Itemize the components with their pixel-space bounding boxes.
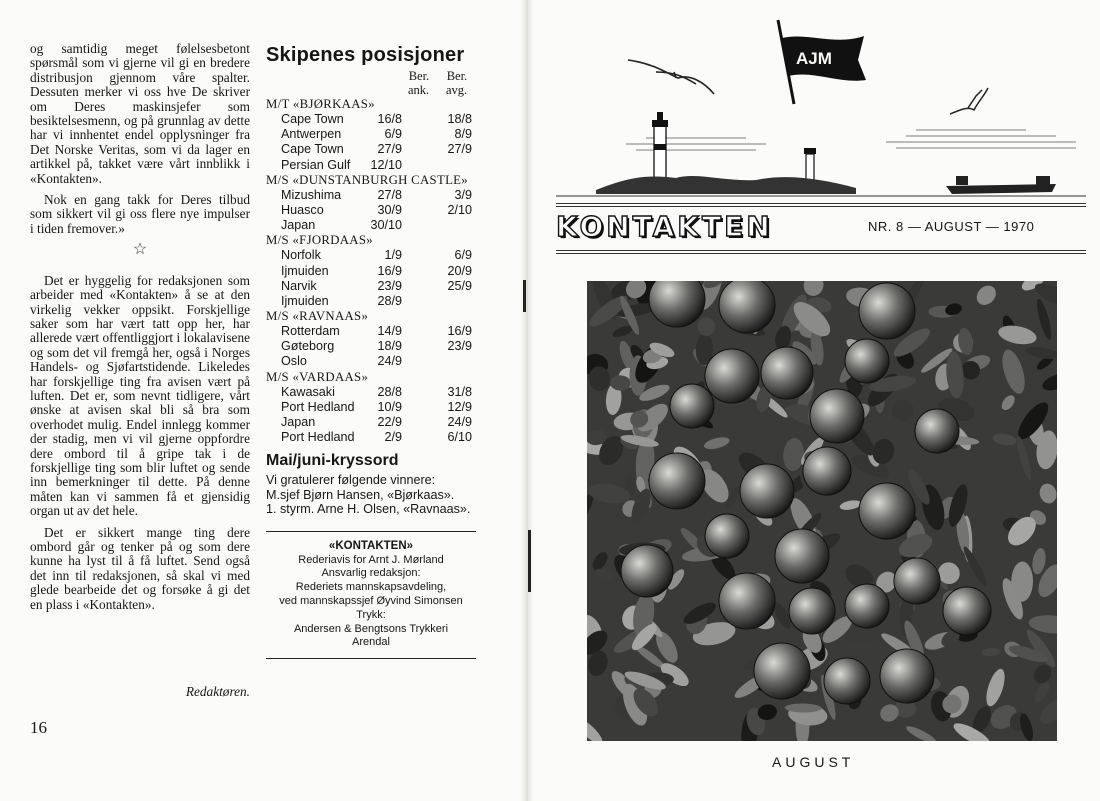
port-row: [266, 385, 476, 400]
arrival-date: 10/9: [377, 399, 402, 414]
port-row: [266, 203, 476, 218]
port-name: Japan: [281, 415, 316, 429]
departure-date: 18/8: [447, 112, 472, 126]
port-row: [266, 324, 476, 339]
port-row: [266, 188, 476, 203]
photo-apple: [859, 483, 915, 539]
photo-apple: [894, 558, 940, 604]
port-name: Port Hedland: [281, 430, 355, 445]
photo-apple: [943, 587, 991, 635]
arrival-date: 30/9: [377, 202, 402, 217]
arrival-date: 16/9: [377, 263, 402, 278]
masthead-line: Trykk:: [356, 608, 386, 621]
port-row: [266, 339, 476, 354]
port-row: [266, 127, 476, 142]
sky-hatching: [626, 130, 1076, 150]
port-name: Antwerpen: [281, 127, 342, 142]
arrival-date: 14/9: [377, 324, 402, 339]
lighthouse-icon: [652, 112, 668, 178]
departure-date: 6/10: [447, 430, 472, 445]
departure-date: 2/10: [447, 202, 472, 217]
photo-caption: AUGUST: [772, 754, 855, 770]
column-header-arrival: Ber. ank.: [408, 69, 430, 97]
photo-apple: [775, 529, 829, 583]
crossword-line: Vi gratulerer følgende vinnere:: [266, 473, 436, 488]
editorial-column: [30, 42, 250, 619]
arrival-date: 1/9: [384, 248, 402, 263]
port-name: Huasco: [281, 202, 324, 217]
arrival-date: 12/10: [370, 157, 402, 172]
island-shape: [596, 176, 856, 194]
photo-apple: [705, 514, 749, 558]
apple-tree-photo: [587, 281, 1057, 741]
page-number: 16: [30, 718, 47, 737]
title-rule-bottom: [556, 253, 1086, 254]
arrival-date: 2/9: [384, 430, 402, 445]
photo-apple: [719, 573, 775, 629]
departure-date: 8/9: [454, 127, 472, 142]
title-rule-bottom: [556, 250, 1086, 251]
ship-name: M/S «DUNSTANBURGH CASTLE»: [266, 172, 469, 187]
masthead-line: Arendal: [352, 636, 390, 649]
photo-apple: [705, 349, 759, 403]
port-row: [266, 400, 476, 415]
flag-icon: [778, 20, 866, 104]
arrival-date: 27/9: [377, 142, 402, 157]
port-row: [266, 112, 476, 127]
photo-apple: [789, 588, 835, 634]
port-name: Oslo: [281, 354, 307, 369]
arrival-date: 16/8: [377, 112, 402, 126]
ship-positions-title: Skipenes posisjoner: [266, 44, 465, 66]
issue-info: NR. 8 — AUGUST — 1970: [868, 219, 1035, 234]
port-name: Port Hedland: [281, 399, 355, 414]
photo-apple: [649, 453, 705, 509]
departure-date: 31/8: [447, 384, 472, 399]
masthead-line: Ansvarlig redaksjon:: [321, 567, 421, 580]
ship-icon: [946, 176, 1056, 194]
masthead-rule-top: [266, 531, 476, 532]
departure-date: 6/9: [454, 248, 472, 263]
title-row: [556, 210, 1076, 246]
photo-apple: [845, 584, 889, 628]
port-row: [266, 142, 476, 157]
masthead-box: [266, 540, 476, 650]
port-name: Norfolk: [281, 248, 321, 263]
port-row: [266, 264, 476, 279]
arrival-date: 22/9: [377, 415, 402, 429]
port-name: Kawasaki: [281, 384, 335, 399]
departure-date: 20/9: [447, 263, 472, 278]
photo-apple: [803, 447, 851, 495]
crossword-title: Mai/juni-kryssord: [266, 452, 399, 470]
port-name: Persian Gulf: [281, 157, 351, 172]
flag-text: AJM: [796, 49, 832, 68]
binding-mark: [528, 530, 531, 592]
port-name: Mizushima: [281, 187, 342, 202]
photo-apple: [859, 283, 915, 339]
photo-apple: [845, 339, 889, 383]
ship-name: M/S «RAVNAAS»: [266, 309, 369, 324]
port-row: [266, 415, 476, 430]
seagull-icon: [950, 88, 988, 114]
editorial-paragraph: Det er hyggelig for redaksjonen som arbeider med «Kontakten» å se at den virkelig vekker oppsikt. Forskjellige saker som har vært tatt opp her, har allerede vært offentliggjort i lokalavisene og som det vil fremgå her, også i Norges Handels- og Sjøfartstidende. Likeledes har forskjellige ting fra avisen vært på luften. Det er, som nevnt tidligere, vårt ønske at avisen skal bli så bra som overhodet mulig. Endel innlegg kommer der stadig, men vi vil gjerne oppfordre dere ombord til å gripe tak i de forskjellige ting som blir luftet og sende inn bemerkninger til dette. På denne måten kan vi sammen få et gjensidig organ ut av det hele.: [30, 272, 250, 519]
arrival-date: 27/8: [377, 187, 402, 202]
port-row: [266, 294, 476, 309]
port-row: [266, 218, 476, 233]
port-name: Ijmuiden: [281, 263, 329, 278]
port-name: Ijmuiden: [281, 293, 329, 308]
departure-date: 12/9: [447, 399, 472, 414]
arrival-date: 23/9: [377, 278, 402, 293]
column-header-departure: Ber. avg.: [446, 69, 468, 97]
arrival-date: 6/9: [384, 127, 402, 142]
port-row: [266, 354, 476, 369]
port-row: [266, 430, 476, 445]
title-rule-top: [556, 206, 1086, 207]
photo-apple: [761, 347, 813, 399]
crossword-line: M.sjef Bjørn Hansen, «Bjørkaas».: [266, 487, 455, 502]
masthead-line: ved mannskapssjef Øyvind Simonsen: [279, 595, 463, 608]
publication-title: KONTAKTEN: [556, 210, 773, 243]
arrival-date: 28/9: [377, 293, 402, 308]
photo-apple: [880, 649, 934, 703]
departure-date: 27/9: [447, 142, 472, 157]
ship-positions-column-headers: [266, 67, 476, 97]
arrival-date: 24/9: [377, 354, 402, 369]
seagull-icon: [628, 60, 714, 94]
title-rule-top: [556, 203, 1086, 204]
port-row: [266, 279, 476, 294]
star-divider: ☆: [132, 241, 148, 259]
masthead-line: Andersen & Bengtsons Trykkeri: [293, 622, 449, 635]
photo-apple: [810, 389, 864, 443]
editor-signature: Redaktøren.: [185, 684, 250, 699]
port-name: Cape Town: [281, 142, 344, 157]
photo-apple: [719, 281, 775, 333]
port-name: Cape Town: [281, 112, 344, 126]
photo-apple: [621, 545, 673, 597]
masthead-rule-bottom: [266, 658, 476, 659]
departure-date: 24/9: [447, 415, 472, 429]
port-name: Gøteborg: [281, 339, 335, 354]
departure-date: 25/9: [447, 278, 472, 293]
photo-apple: [754, 643, 810, 699]
ship-name: M/S «VARDAAS»: [266, 369, 369, 384]
masthead-line: Rederiavis for Arnt J. Mørland: [298, 553, 444, 566]
header-illustration: [556, 14, 1086, 204]
ship-name: M/T «BJØRKAAS»: [266, 97, 375, 111]
photo-apple: [915, 409, 959, 453]
port-name: Rotterdam: [281, 324, 340, 339]
arrival-date: 18/9: [377, 339, 402, 354]
port-row: [266, 158, 476, 173]
masthead-title: «KONTAKTEN»: [328, 539, 414, 552]
lighthouse-icon: [804, 148, 816, 182]
port-row: [266, 248, 476, 263]
binding-mark: [523, 280, 526, 312]
crossword-line: 1. styrm. Arne H. Olsen, «Ravnaas».: [266, 502, 471, 517]
photo-apple: [740, 464, 794, 518]
arrival-date: 28/8: [377, 384, 402, 399]
departure-date: 23/9: [447, 339, 472, 354]
port-name: Japan: [281, 218, 316, 233]
ship-positions-section: [266, 43, 476, 659]
ship-name: M/S «FJORDAAS»: [266, 233, 373, 248]
port-name: Narvik: [281, 278, 317, 293]
departure-date: 3/9: [454, 187, 472, 202]
photo-apple: [670, 384, 714, 428]
masthead-line: Rederiets mannskapsavdeling,: [295, 581, 447, 594]
arrival-date: 30/10: [370, 218, 402, 233]
ship-list: [266, 97, 476, 445]
editorial-paragraph: Det er sikkert mange ting dere ombord går og tenker på og som dere kunne ha lyst til å få luftet. Send også det inn til redaksjonen, så skal vi med glede bearbeide det og forsøke å gi det en plass i «Kontakten».: [30, 524, 250, 612]
editorial-paragraph: Nok en gang takk for Deres tilbud som sikkert vil gi oss flere nye impulser i tiden fremover.»: [30, 192, 250, 236]
departure-date: 16/9: [447, 324, 472, 339]
photo-apple: [824, 658, 870, 704]
editorial-paragraph: og samtidig meget følelsesbetont spørsmål som vi gjerne vil gi en bredere distribusjon gjennom våre spalter. Dessuten merker vi oss hve De skriver om Deres maskinsjefer som besiktelsesmenn, og på grunnlag av dette har vi innhentet endel opplysninger fra Det Norske Veritas, som vi da lager en artikkel på, takket være vårt innblikk i «Kontakten».: [30, 41, 250, 186]
